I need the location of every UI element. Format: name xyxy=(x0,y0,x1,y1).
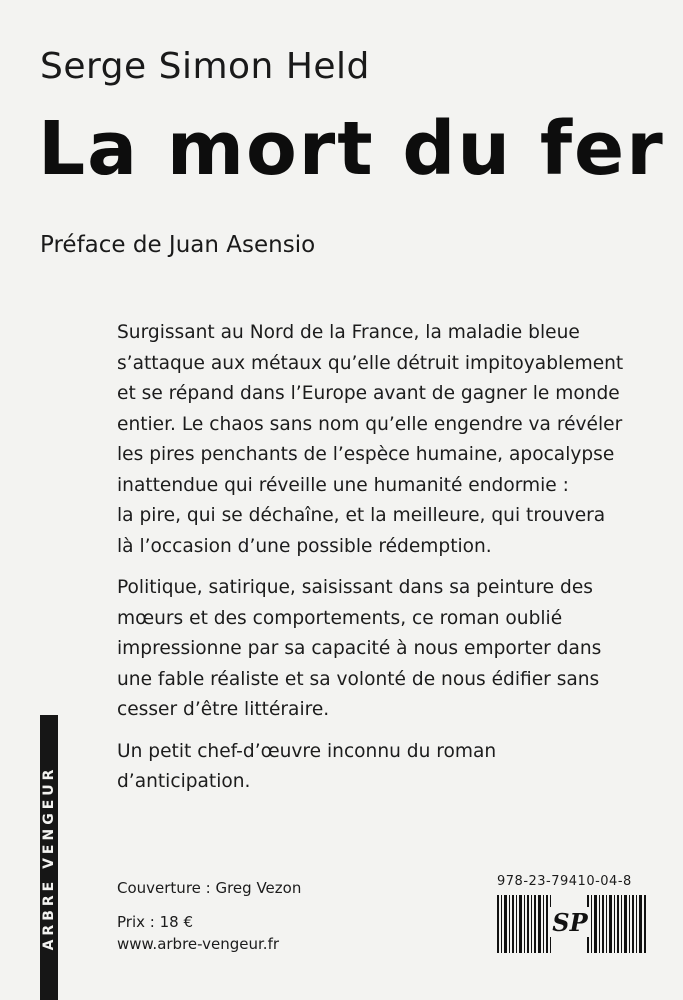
barcode xyxy=(497,895,647,953)
preface-credit: Préface de Juan Asensio xyxy=(40,232,316,258)
blurb-paragraph: Politique, satirique, saisissant dans sa peinture des mœurs et des comportements, ce roman oublié impressionne par sa capacité à nous emporter dans une fable réaliste et sa volonté de nous édifier sans cesser d’être littéraire. xyxy=(117,577,602,720)
price: Prix : 18 € xyxy=(117,913,193,931)
back-cover-blurb xyxy=(117,318,657,809)
blurb-paragraph: Un petit chef-d’œuvre inconnu du roman d’anticipation. xyxy=(117,740,497,792)
isbn-number: 978-23-79410-04-8 xyxy=(497,874,632,889)
blurb-paragraph: Surgissant au Nord de la France, la maladie bleue s’attaque aux métaux qu’elle détruit impitoyablement et se répand dans l’Europe avant de gagner le monde entier. Le chaos sans nom qu’elle engendre va révéler les pires penchants de l’espèce humaine, apocalypse inattendue qui réveille une humanité endormie : la pire, qui se déchaîne, et la meilleure, qui trouvera là l’occasion d’une possible rédemption. xyxy=(117,322,624,557)
publisher-spine-band xyxy=(40,715,58,1000)
credits-block xyxy=(117,877,301,955)
publisher-website[interactable]: www.arbre-vengeur.fr xyxy=(117,935,280,953)
book-title: La mort du fer xyxy=(38,106,665,192)
cover-artist-credit: Couverture : Greg Vezon xyxy=(117,879,302,897)
sticker-text: SP xyxy=(552,908,588,937)
author-name: Serge Simon Held xyxy=(40,46,370,87)
publisher-name: ARBRE VENGEUR xyxy=(41,765,57,950)
sp-sticker xyxy=(549,907,591,937)
